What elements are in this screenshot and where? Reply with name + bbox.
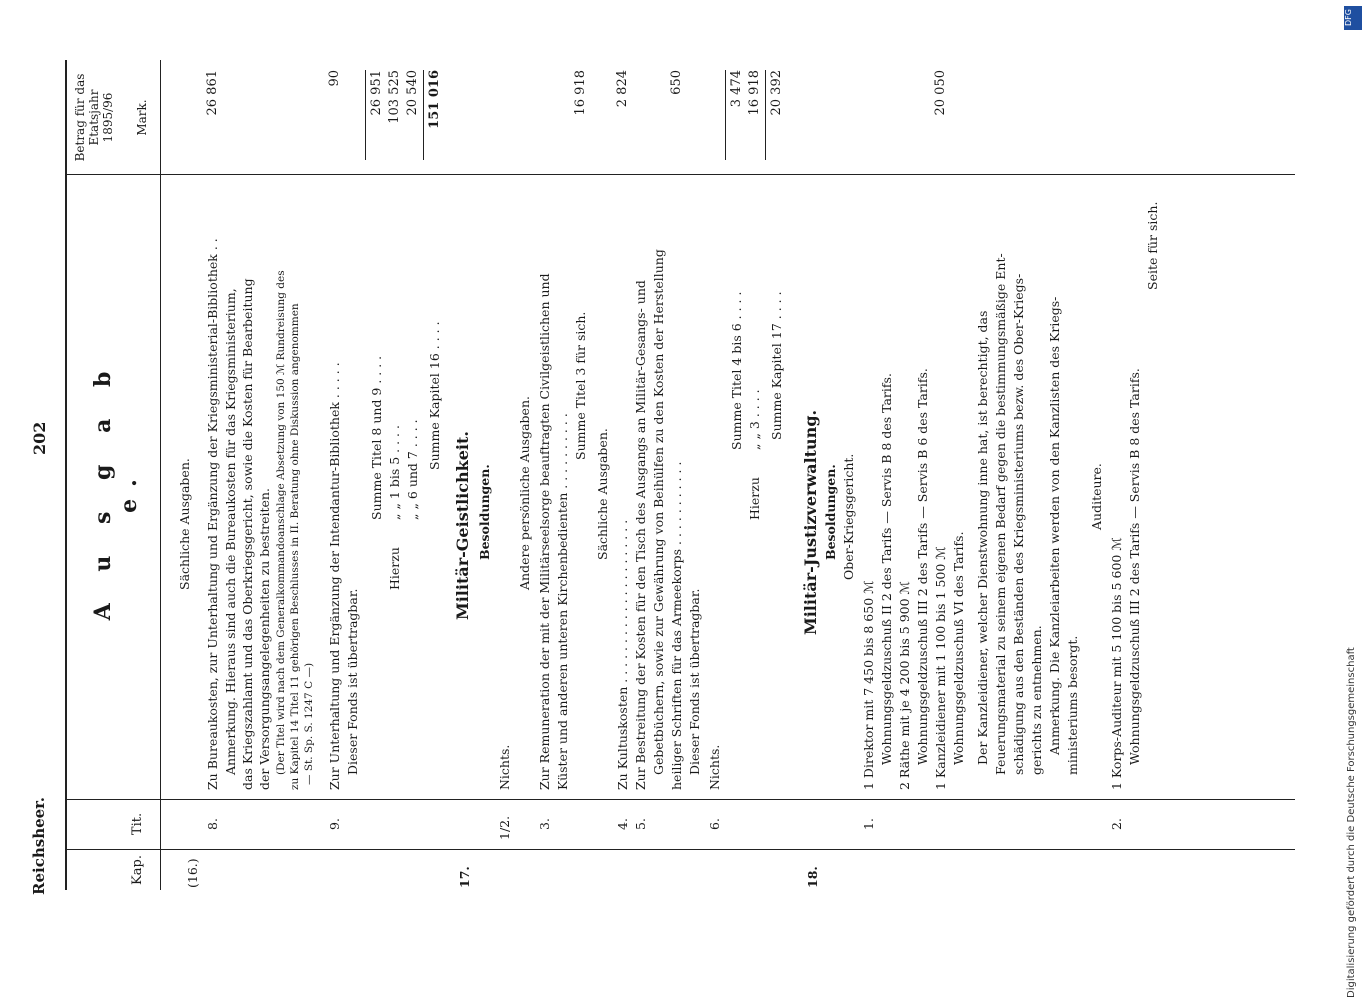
col-header-betrag: Betrag für das Etatsjahr 1895/96 <box>73 73 115 162</box>
dfg-logo: DFG <box>1344 6 1362 30</box>
ober-kriegsgericht: Ober-Kriegsgericht. <box>841 453 856 580</box>
t8-note-3: — St. Sp. S. 1247 C —) <box>303 662 315 785</box>
sum-rule-17b <box>765 70 766 160</box>
tit-5: 5. <box>633 818 648 830</box>
t5-line-2: Gebetbüchern, sowie zur Gewährung von Beihülfen zu den Kosten der Herstellung <box>651 249 666 775</box>
t6-text: Nichts. <box>707 744 722 790</box>
title-17: Militär-Geistlichkeit. <box>453 431 472 620</box>
sum-16-3-value: 20 540 <box>405 70 420 116</box>
col-divider-ausgabe <box>65 174 1295 175</box>
t1-note-2: Feuerungsmaterial zu seinem eigenen Bedarf gegen die bestimmungsmäßige Ent- <box>993 253 1008 775</box>
t3-sum: Summe Titel 3 für sich. <box>573 311 588 460</box>
t1-note-1: Der Kanzleidiener, welcher Dienstwohnung inne hat, ist berechtigt, das <box>975 310 990 765</box>
col-divider-kap <box>65 849 1295 850</box>
sum-kap-17-value: 20 392 <box>769 70 784 116</box>
title-18: Militär-Justizverwaltung. <box>801 409 820 635</box>
subhead-saechliche: Sächliche Ausgaben. <box>177 458 192 590</box>
tit-1-18: 1. <box>861 818 876 830</box>
besold-18: Besoldungen. <box>823 464 838 560</box>
t1-line-1: 1 Direktor mit 7 450 bis 8 650 ℳ <box>861 580 876 790</box>
kap-17: 17. <box>457 866 472 888</box>
sum-rule-17 <box>725 70 726 160</box>
sum-17-1: Summe Titel 4 bis 6 . . . . <box>729 291 744 450</box>
t2-line-2: Wohnungsgeldzuschuß III 2 des Tarifs — Servis B 8 des Tarifs. <box>1127 368 1142 765</box>
sum-17-1-value: 3 474 <box>729 70 744 108</box>
t3-line-2: Küster und anderen unteren Kirchenbedienten . . . . . . . . . . <box>555 413 570 790</box>
t5-line-3: heiliger Schriften für das Armeekorps . . . . . . . . . . . <box>669 461 684 790</box>
tit-1-2: 1/2. <box>497 815 512 840</box>
t8-line-1: Zu Bureaukosten, zur Unterhaltung und Ergänzung der Kriegsministerial-Bibliothek . . <box>205 238 220 790</box>
tit-9: 9. <box>327 818 342 830</box>
andere-17: Andere persönliche Ausgaben. <box>517 396 532 590</box>
amount-t3: 16 918 <box>573 70 588 116</box>
t1-note-3: schädigung aus den Beständen des Kriegsministeriums bezw. des Ober-Kriegs- <box>1011 273 1026 775</box>
t8-note-1: (Der Titel wird nach dem Generalkommandoanschlage Absetzung von 150 ℳ Rundreisung des <box>275 270 287 775</box>
t1-line-6: Wohnungsgeldzuschuß VI des Tarifs. <box>951 531 966 765</box>
sum-kap-16: Summe Kapitel 16 . . . . <box>427 321 442 470</box>
t4-text: Zu Kultuskosten . . . . . . . . . . . . . . . . . . . . . <box>615 519 630 790</box>
t1-note-5: Anmerkung. Die Kanzleiarbeiten werden von den Kanzlisten des Kriegs- <box>1047 296 1062 755</box>
t8-line-3: das Kriegszahlamt und das Oberkriegsgericht, sowie die Kosten für Bearbeitung <box>240 278 255 790</box>
sum-16-2-value: 103 525 <box>387 70 402 124</box>
sum-rule-16b <box>423 70 424 160</box>
tit-2-18: 2. <box>1109 818 1124 830</box>
section-title-ausgabe: A u s g a b e. <box>90 359 142 621</box>
table-top-rule <box>65 60 67 890</box>
col-header-mark: Mark. <box>135 99 149 136</box>
auditeure: Auditeure. <box>1089 463 1104 530</box>
amount-t8: 26 861 <box>205 70 220 116</box>
t8-line-2: Anmerkung. Hieraus sind auch die Bureaukosten für das Kriegsministerium, <box>223 288 238 775</box>
col-divider-tit <box>65 799 1295 800</box>
t1-line-4: Wohnungsgeldzuschuß III 2 des Tarifs — Servis B 6 des Tarifs. <box>915 368 930 765</box>
t1-line-5: 1 Kanzleidiener mit 1 100 bis 1 500 ℳ <box>933 546 948 790</box>
sum-17-2: „ „ 3 . . . . <box>747 389 762 450</box>
t9-line-2: Dieser Fonds ist übertragbar. <box>345 588 360 775</box>
table-head-rule <box>160 60 161 890</box>
table-frame <box>65 60 1295 890</box>
sum-16-1-value: 26 951 <box>369 70 384 116</box>
kap-18: 18. <box>805 866 820 888</box>
sum-16-3: „ „ 6 und 7 . . . . <box>405 419 420 520</box>
besold-17: Besoldungen. <box>477 464 492 560</box>
t5-line-1: Zur Bestreitung der Kosten für den Tisch des Ausgangs an Militär-Gesangs- und <box>633 280 648 790</box>
t1-line-3: 2 Räthe mit je 4 200 bis 5 900 ℳ <box>897 581 912 790</box>
page-number: 202 <box>30 421 49 455</box>
t12-text: Nichts. <box>497 744 512 790</box>
t5-line-4: Dieser Fonds ist übertragbar. <box>687 588 702 775</box>
saech-17: Sächliche Ausgaben. <box>595 428 610 560</box>
sum-17-2-value: 16 918 <box>747 70 762 116</box>
sum-17-hierzu: Hierzu <box>747 477 762 520</box>
t2-line-3: Seite für sich. <box>1145 201 1160 290</box>
sum-rule-16 <box>365 70 366 160</box>
digitization-note: Digitalisierung gefördert durch die Deutsche Forschungsgemeinschaft <box>1346 647 1357 998</box>
t1-note-4: gerichts zu entnehmen. <box>1029 625 1044 775</box>
t8-note-2: zu Kapitel 14 Titel 11 gehörigen Beschlusses in II. Beratung ohne Diskussion angenommen <box>289 303 301 790</box>
amount-18-t1: 20 050 <box>933 70 948 116</box>
amount-t9: 90 <box>327 70 342 87</box>
sum-kap-16-value: 151 016 <box>427 70 442 129</box>
tit-8: 8. <box>205 818 220 830</box>
sum-kap-17: Summe Kapitel 17 . . . . <box>769 291 784 440</box>
t8-line-4: der Versorgungsangelegenheiten zu bestreiten. <box>257 488 272 790</box>
t1-line-2: Wohnungsgeldzuschuß II 2 des Tarifs — Servis B 8 des Tarifs. <box>879 373 894 765</box>
t9-line-1: Zur Unterhaltung und Ergänzung der Intendantur-Bibliothek . . . . . <box>327 362 342 790</box>
t3-line-1: Zur Remuneration der mit der Militärseelsorge beauftragten Civilgeistlichen und <box>537 273 552 790</box>
t1-note-6: ministeriums besorgt. <box>1065 635 1080 775</box>
amount-t5: 650 <box>669 70 684 95</box>
tit-3: 3. <box>537 818 552 830</box>
running-header: Reichsheer. <box>30 797 48 895</box>
amount-t4: 2 824 <box>615 70 630 108</box>
tit-4: 4. <box>615 818 630 830</box>
t2-line-1: 1 Korps-Auditeur mit 5 100 bis 5 600 ℳ <box>1109 537 1124 790</box>
sum-16-1: Summe Titel 8 und 9 . . . . <box>369 355 384 520</box>
col-header-kap: Kap. <box>130 855 145 885</box>
sum-16-hierzu: Hierzu <box>387 547 402 590</box>
sum-16-2: „ „ 1 bis 5 . . . . <box>387 425 402 520</box>
kap-16: (16.) <box>185 858 200 888</box>
col-header-tit: Tit. <box>130 812 145 836</box>
tit-6: 6. <box>707 818 722 830</box>
